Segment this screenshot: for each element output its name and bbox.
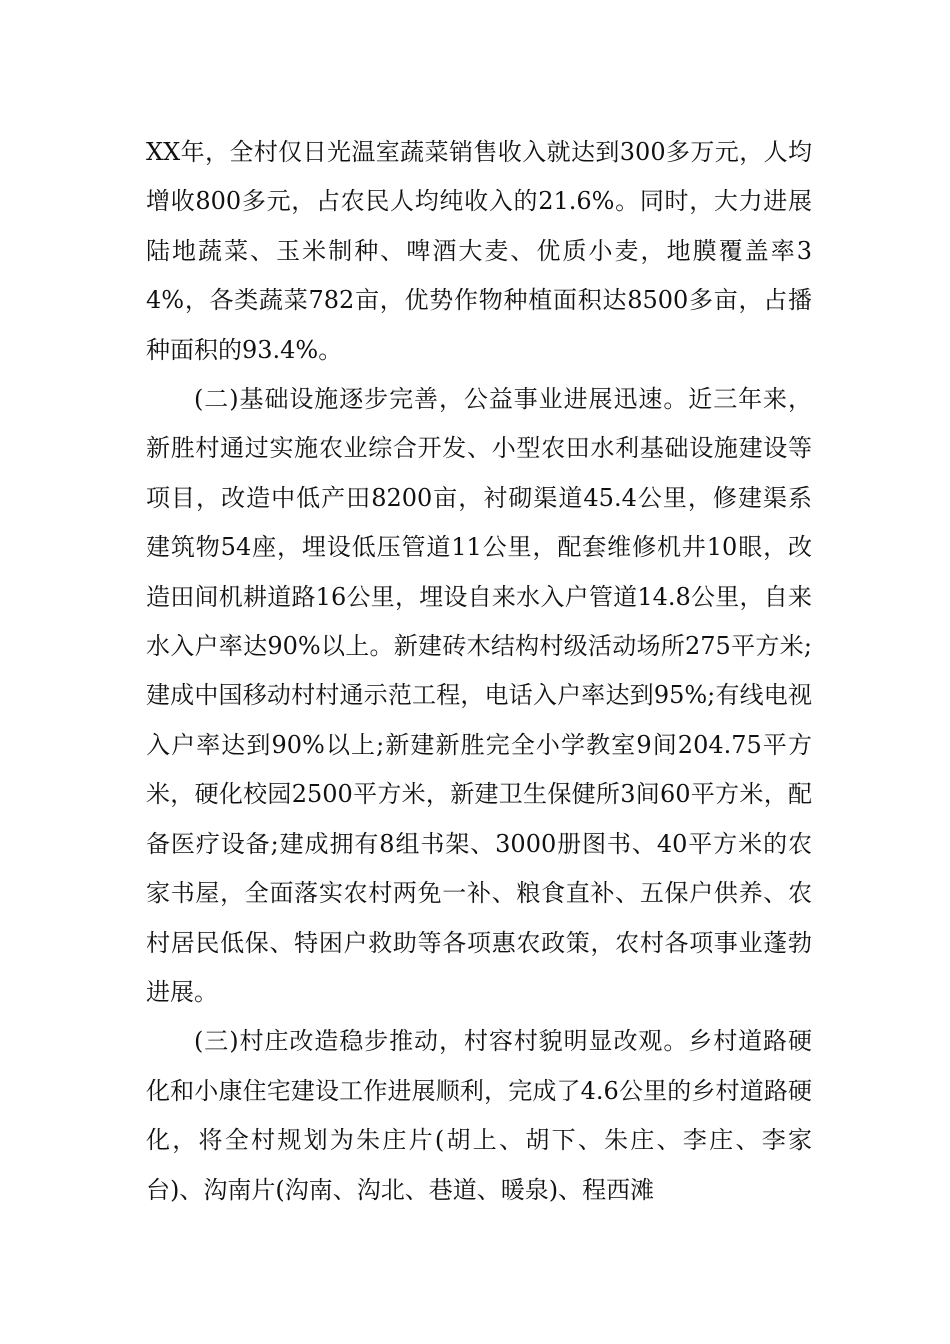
paragraph-2: (二)基础设施逐步完善，公益事业进展迅速。近三年来，新胜村通过实施农业综合开发、小型农田水利基础设施建设等项目，改造中低产田8200亩，衬砌渠道45.4公里，修建渠系建筑物54座，埋设低压管道11公里，配套维修机井10眼，改造田间机耕道路16公里，埋设自来水入户管道14.8公里，自来水入户率达90%以上。新建砖木结构村级活动场所275平方米;建成中国移动村村通示范工程，电话入户率达到95%;有线电视入户率达到90%以上;新建新胜完全小学教室9间204.75平方米，硬化校园2500平方米，新建卫生保健所3间60平方米，配备医疗设备;建成拥有8组书架、3000册图书、40平方米的农家书屋，全面落实农村两免一补、粮食直补、五保户供养、农村居民低保、特困户救助等各项惠农政策，农村各项事业蓬勃进展。 (146, 385, 812, 1006)
document-body (146, 128, 812, 1215)
paragraph-3: (三)村庄改造稳步推动，村容村貌明显改观。乡村道路硬化和小康住宅建设工作进展顺利，完成了4.6公里的乡村道路硬化，将全村规划为朱庄片(胡上、胡下、朱庄、李庄、李家台)、沟南片(沟南、沟北、巷道、暖泉)、程西滩 (146, 1027, 812, 1204)
paragraph-1: XX年，全村仅日光温室蔬菜销售收入就达到300多万元，人均增收800多元，占农民人均纯收入的21.6%。同时，大力进展陆地蔬菜、玉米制种、啤酒大麦、优质小麦，地膜覆盖率34%，各类蔬菜782亩，优势作物种植面积达8500多亩，占播种面积的93.4%。 (146, 138, 812, 364)
